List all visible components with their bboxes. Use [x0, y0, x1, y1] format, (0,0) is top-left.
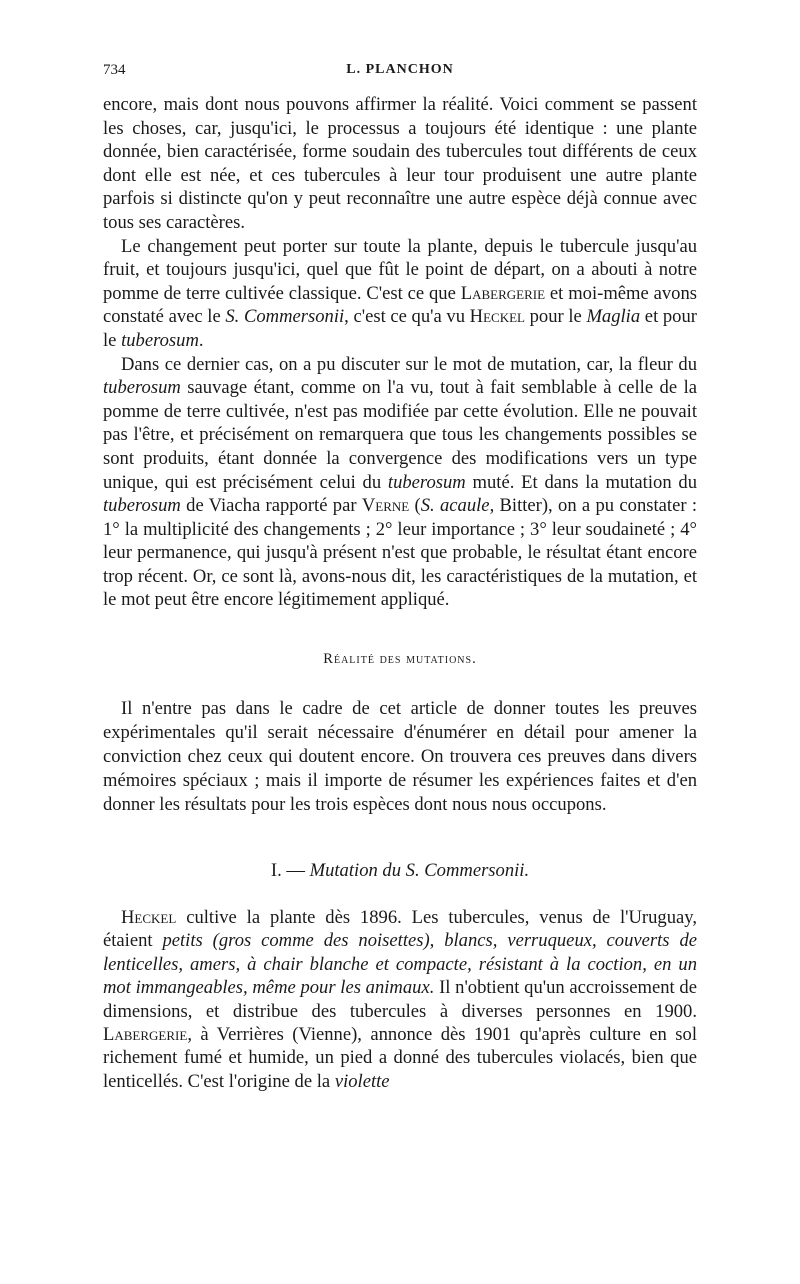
author-name: Heckel [121, 907, 177, 928]
species-name: tuberosum [387, 471, 466, 493]
author-name: Labergerie [460, 282, 546, 304]
species-name: tuberosum [103, 495, 181, 517]
paragraph-continued: encore, mais dont nous pouvons affirmer la réalité. Voici comment se passent les choses, car, jusqu'ici, le processus a toujours été identique : une plante donnée, bien caractérisée, forme soudain des tubercules tout différents de ceux dont elle est née, et ces tubercules à leur tour produisent une autre plante parfois si distincte qu'on y peut reconnaître une autre espèce déjà connue avec tous ses caractères. [103, 94, 697, 233]
paragraph-changement: Le changement peut porter sur toute la plante, depuis le tubercule jusqu'au fruit, et toujours jusqu'ici, quel que fût le point de départ, on a abouti à notre pomme de terre cultivée classique. C'est ce que Labergerie et moi-même avons constaté avec le S. Commersonii, c'est ce qu'a vu Heckel pour le Maglia et pour le tuberosum. [103, 235, 697, 351]
paragraph-dernier-cas: Dans ce dernier cas, on a pu discuter sur le mot de mutation, car, la fleur du tuberosum sauvage étant, comme on l'a vu, tout à fait semblable à celle de la pomme de terre cultivée, n'est pas modifiée par cette évolution. Elle ne pouvait pas l'être, et précisément on remarquera que tous les changements possibles se sont produits, étant donnée la convergence des modifications vers un type unique, qui est précisément celui du tuberosum muté. Et dans la mutation du tuberosum de Viacha rapporté par Verne (S. acaule, Bitter), on a pu constater : 1° la multiplicité des changements ; 2° leur importance ; 3° leur soudaineté ; 4° leur permanence, qui jusqu'à présent n'est que probable, le résultat étant encore trop récent. Or, ce sont là, avons-nous dit, les caractéristiques de la mutation, et le mot peut être encore légitimement appliqué. [103, 353, 697, 611]
variety-name: violette [334, 1070, 390, 1092]
body-text-bottom [103, 906, 697, 1093]
page-number: 734 [103, 62, 126, 78]
section-title-realite: Réalité des mutations. [323, 651, 477, 667]
tuber-description: petits (gros comme des noisettes), blancs, verruqueux, couverts de lenticelles, amers, à chair blanche et compacte, résistant à la coction, en un mot immangeables, même pour les animaux. [103, 930, 697, 999]
species-name: Maglia [586, 306, 641, 328]
author-name: Heckel [469, 306, 525, 328]
author-name: Verne [361, 495, 410, 517]
page-header [103, 62, 697, 86]
species-name: S. acaule [420, 495, 490, 517]
subsection-title-commersonii: I. — Mutation du S. Commersonii. [270, 860, 530, 881]
species-name: tuberosum [103, 377, 181, 399]
paragraph-preuves: Il n'entre pas dans le cadre de cet article de donner toutes les preuves expérimentales qu'il serait nécessaire d'énumérer en détail pour amener la conviction chez ceux qui doutent encore. On trouvera ces preuves dans divers mémoires spéciaux ; mais il importe de résumer les expériences faites et d'en donner les résultats pour les trois espèces dont nous nous occupons. [103, 698, 697, 815]
body-text-middle [103, 697, 697, 817]
paragraph-heckel: Heckel cultive la plante dès 1896. Les tubercules, venus de l'Uruguay, étaient petits (gros comme des noisettes), blancs, verruqueux, couverts de lenticelles, amers, à chair blanche et compacte, résistant à la coction, en un mot immangeables, même pour les animaux. Il n'obtient qu'un accroissement de dimensions, et distribue des tubercules à diverses personnes en 1900. Labergerie, à Verrières (Vienne), annonce dès 1901 qu'après culture en sol richement fumé et humide, un pied a donné des tubercules violacés, bien que lenticellés. C'est l'origine de la violette [103, 907, 697, 1092]
author-name: Labergerie [103, 1024, 188, 1046]
body-text-top [103, 93, 697, 612]
species-name: tuberosum [121, 329, 199, 351]
species-name: S. Commersonii [225, 306, 345, 328]
running-head: L. PLANCHON [346, 62, 454, 77]
